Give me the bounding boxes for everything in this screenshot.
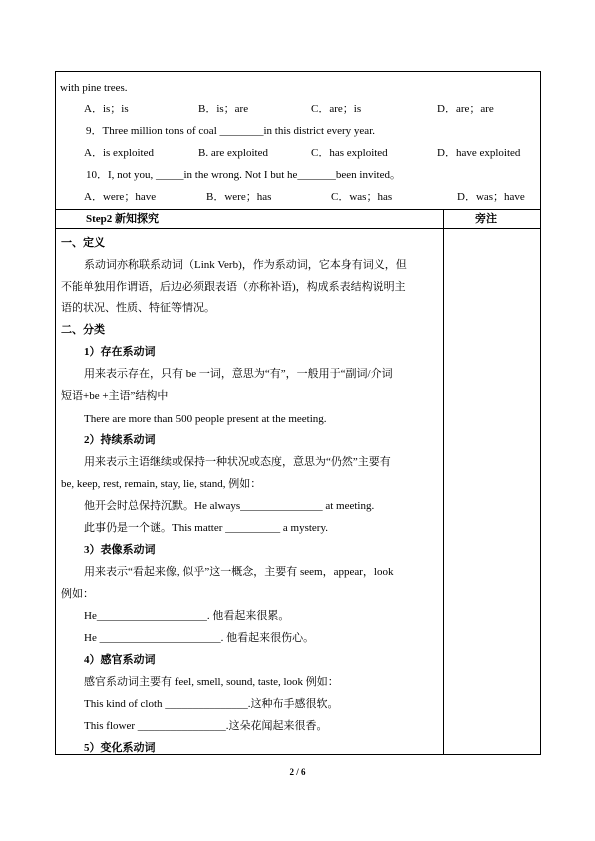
side-note-title: 旁注 bbox=[475, 213, 497, 225]
q9-option-a: A．is exploited bbox=[84, 147, 154, 159]
category-5-title: 5）变化系动词 bbox=[84, 742, 156, 754]
category-2-title: 2）持续系动词 bbox=[84, 434, 156, 446]
q8-option-a: A．is；is bbox=[84, 103, 129, 115]
definition-line-1: 系动词亦称联系动词（Link Verb)，作为系动词，它本身有词义，但 bbox=[84, 259, 407, 271]
q10-option-a: A．were；have bbox=[84, 191, 157, 203]
header-divider-top bbox=[55, 209, 541, 210]
q8-option-d: D．are；are bbox=[437, 103, 494, 115]
category-4-line-1: 感官系动词主要有 feel, smell, sound, taste, look 例如： bbox=[84, 676, 339, 688]
section-definition-title: 一、定义 bbox=[61, 237, 105, 249]
q8-option-c: C．are；is bbox=[311, 103, 362, 115]
category-3-line-1: 用来表示“看起来像, 似乎”这一概念，主要有 seem，appear，look bbox=[84, 566, 394, 578]
q9-option-d: D．have exploited bbox=[437, 147, 521, 159]
step-title: Step2 新知探究 bbox=[86, 213, 160, 225]
category-2-example-2: 此事仍是一个谜。This matter __________ a mystery. bbox=[84, 522, 329, 534]
category-4-example-2: This flower ________________.这朵花闻起来很香。 bbox=[84, 720, 328, 732]
definition-line-3: 语的状况、性质、特征等情况。 bbox=[61, 302, 215, 314]
q10-option-c: C．was；has bbox=[331, 191, 393, 203]
q9-option-b: B. are exploited bbox=[198, 147, 268, 159]
category-1-line-2: 短语+be +主语”结构中 bbox=[61, 390, 169, 402]
q10-option-d: D．was；have bbox=[457, 191, 525, 203]
section-classification-title: 二、分类 bbox=[61, 324, 105, 336]
side-column-divider bbox=[443, 209, 444, 755]
question-9: 9．Three million tons of coal ________in this district every year. bbox=[86, 125, 375, 137]
category-2-line-2: be, keep, rest, remain, stay, lie, stand, 例如： bbox=[61, 478, 262, 490]
category-1-example: There are more than 500 people present at the meeting. bbox=[84, 413, 327, 425]
question-10: 10．I, not you, _____in the wrong. Not I but he_______been invited。 bbox=[86, 169, 401, 181]
q8-option-b: B．is；are bbox=[198, 103, 249, 115]
category-4-title: 4）感官系动词 bbox=[84, 654, 156, 666]
category-3-line-2: 例如： bbox=[61, 588, 94, 600]
category-2-example-1: 他开会时总保持沉默。He always_______________ at meeting. bbox=[84, 500, 375, 512]
header-divider-bottom bbox=[55, 228, 541, 229]
page-number: 2 / 6 bbox=[289, 767, 306, 777]
category-2-line-1: 用来表示主语继续或保持一种状况或态度，意思为“仍然”主要有 bbox=[84, 456, 391, 468]
category-3-title: 3）表像系动词 bbox=[84, 544, 156, 556]
q9-option-c: C．has exploited bbox=[311, 147, 388, 159]
category-4-example-1: This kind of cloth _______________.这种布手感很软。 bbox=[84, 698, 339, 710]
definition-line-2: 不能单独用作谓语，后边必须跟表语（亦称补语)，构成系表结构说明主 bbox=[61, 281, 406, 293]
category-1-title: 1）存在系动词 bbox=[84, 346, 156, 358]
category-1-line-1: 用来表示存在，只有 be 一词，意思为“有”，一般用于“副词/介词 bbox=[84, 368, 393, 380]
category-3-example-1: He____________________. 他看起来很累。 bbox=[84, 610, 290, 622]
continuation-line: with pine trees. bbox=[60, 82, 128, 94]
category-3-example-2: He ______________________. 他看起来很伤心。 bbox=[84, 632, 315, 644]
q10-option-b: B．were；has bbox=[206, 191, 272, 203]
